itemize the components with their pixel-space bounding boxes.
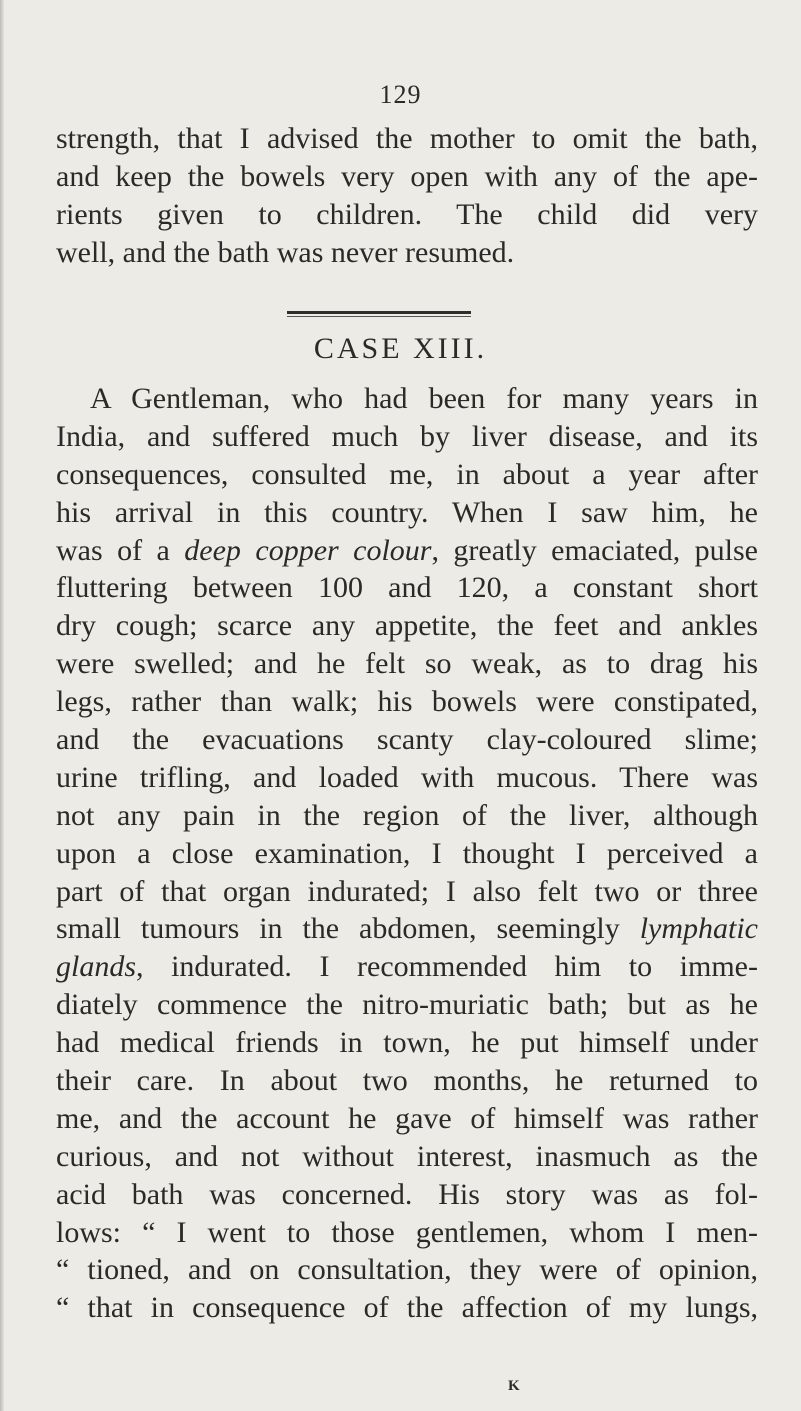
text-line: lows: “ I went to those gentlemen, whom I men-	[56, 1215, 758, 1249]
text-line: “ that in consequence of the affection of my lungs,	[56, 1291, 758, 1325]
paragraph-continuation	[56, 120, 758, 272]
emphasis-text: deep copper colour	[184, 533, 432, 567]
text-line: his arrival in this country. When I saw him, he	[56, 495, 758, 529]
text-line: their care. In about two months, he returned to	[56, 1064, 758, 1098]
text-line: legs, rather than walk; his bowels were constipated,	[56, 685, 758, 719]
text-line: part of that organ indurated; I also felt two or three	[56, 874, 758, 908]
text-line: curious, and not without interest, inasmuch as the	[56, 1139, 758, 1173]
text-line: diately commence the nitro-muriatic bath; but as he	[56, 988, 758, 1022]
section-divider	[287, 311, 471, 317]
case-heading: CASE XIII.	[313, 332, 488, 365]
text-line: upon a close examination, I thought I perceived a	[56, 836, 758, 870]
text-line: and keep the bowels very open with any of the ape-	[56, 159, 758, 193]
text-line: were swelled; and he felt so weak, as to drag his	[56, 647, 758, 681]
text-line: small tumours in the abdomen, seemingly lymphatic	[56, 912, 758, 946]
text-line: glands, indurated. I recommended him to imme-	[56, 950, 758, 984]
text-line: dry cough; scarce any appetite, the feet and ankles	[56, 609, 758, 643]
text-line: urine trifling, and loaded with mucous. There was	[56, 760, 758, 794]
text-line: “ tioned, and on consultation, they were of opinion,	[56, 1253, 758, 1287]
text-line: well, and the bath was never resumed.	[56, 235, 515, 269]
page-edge	[0, 0, 4, 1411]
text-line: me, and the account he gave of himself was rather	[56, 1101, 758, 1135]
text-line: strength, that I advised the mother to omit the bath,	[56, 122, 758, 155]
text-line: had medical friends in town, he put himself under	[56, 1026, 758, 1060]
text-line: was of a deep copper colour, greatly emaciated, pulse	[56, 533, 758, 567]
signature-mark: K	[508, 1378, 520, 1394]
text-line: not any pain in the region of the liver, although	[56, 798, 758, 832]
text-line: rients given to children. The child did very	[56, 197, 758, 231]
emphasis-text: lymphatic	[639, 912, 758, 946]
text-line: consequences, consulted me, in about a year after	[56, 457, 758, 491]
text-line: fluttering between 100 and 120, a constant short	[56, 571, 758, 605]
page-number: 129	[379, 80, 422, 109]
text-line: India, and suffered much by liver disease, and its	[56, 419, 758, 453]
case-paragraph	[56, 380, 758, 1327]
text-line: and the evacuations scanty clay-coloured slime;	[56, 723, 758, 757]
emphasis-text: glands	[56, 950, 137, 984]
text-line: acid bath was concerned. His story was as fol-	[56, 1177, 758, 1211]
text-line: A Gentleman, who had been for many years in	[90, 382, 758, 415]
